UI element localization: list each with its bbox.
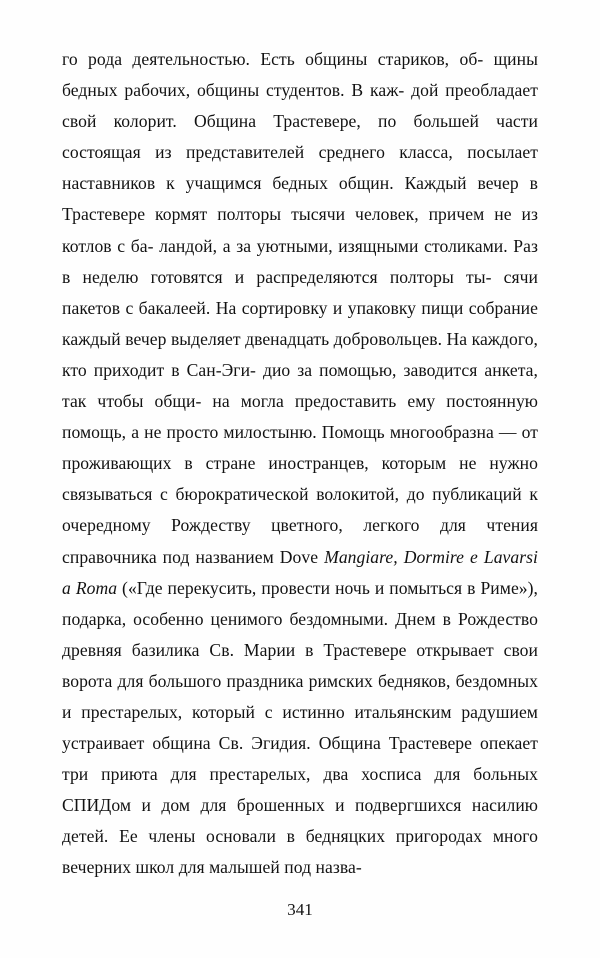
body-paragraph [62, 44, 538, 884]
page-body-text [62, 44, 538, 884]
paragraph-part-one: го рода деятельностью. Есть общины стариков, об- щины бедных рабочих, общины студентов. В каж- дой преобладает свой колорит. Община Трастевере, по большей части состоящая из представителей среднего класса, посылает наставников к учащимся бедных общин. Каждый вечер в Трастевере кормят полторы тысячи человек, причем не из котлов с ба- ландой, а за уютными, изящными столиками. Раз в неделю готовятся и распределяются полторы ты- сячи пакетов с бакалеей. На сортировку и упаковку пищи собрание каждый вечер выделяет двенадцать добровольцев. На каждого, кто приходит в Сан-Эги- дио за помощью, заводится анкета, так чтобы общи- на могла предоставить ему постоянную помощь, а не просто милостыню. Помощь многообразна — от проживающих в стране иностранцев, которым не нужно связываться с бюрократической волокитой, до публикаций к очередному Рождеству цветного, легкого для чтения справочника под названием Dove [62, 49, 538, 567]
italic-book-title: Mangiare, Dormire e Lavarsi a Roma [62, 546, 538, 598]
page-number: 341 [287, 900, 313, 919]
paragraph-part-two: («Где перекусить, провести ночь и помыться в Риме»), подарка, особенно ценимого бездомными. Днем в Рождество древняя базилика Св. Марии в Трастевере открывает свои ворота для большого праздника римских бедняков, бездомных и престарелых, который с истинно итальянским радушием устраивает община Св. Эгидия. Община Трастевере опекает три приюта для престарелых, два хосписа для больных СПИДом и дом для брошенных и подвергшихся насилию детей. Ее члены основали в бедняцких пригородах много вечерних школ для малышей под назва- [62, 577, 539, 878]
